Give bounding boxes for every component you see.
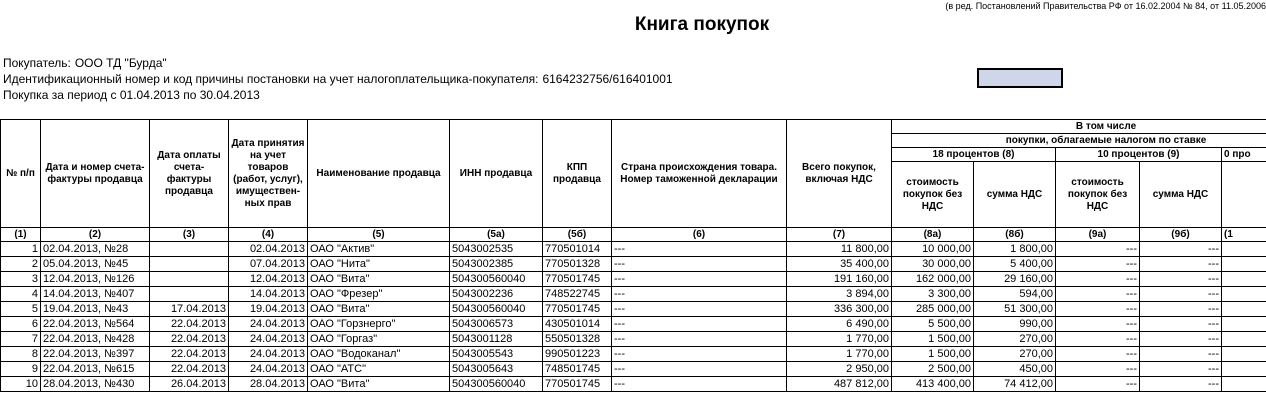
cell-inn[interactable]: 504300560040 bbox=[450, 302, 543, 317]
cell-pay-date[interactable]: 17.04.2013 bbox=[150, 302, 229, 317]
cell-vat-10[interactable]: --- bbox=[1140, 287, 1222, 302]
cell-seller[interactable]: ОАО "АТС" bbox=[308, 362, 450, 377]
selected-cell[interactable] bbox=[977, 68, 1063, 88]
table-row bbox=[1, 362, 1266, 377]
cell-invoice[interactable]: 22.04.2013, №615 bbox=[41, 362, 150, 377]
header-cost-10: стоимость покупок без НДС bbox=[1056, 162, 1140, 228]
cell-invoice[interactable]: 12.04.2013, №126 bbox=[41, 272, 150, 287]
cell-total[interactable]: 1 770,00 bbox=[787, 332, 892, 347]
header-pay-date: Дата оплаты счета-фактуры продавца bbox=[150, 120, 229, 228]
cell-inn[interactable]: 504300560040 bbox=[450, 272, 543, 287]
cell-kpp[interactable]: 770501745 bbox=[543, 302, 612, 317]
header-seller: Наименование продавца bbox=[308, 120, 450, 228]
cell-invoice[interactable]: 19.04.2013, №43 bbox=[41, 302, 150, 317]
header-accept-date: Дата принятия на учет товаров (работ, услуг), имуществен-ных прав bbox=[229, 120, 308, 228]
cell-num[interactable]: 8 bbox=[1, 347, 41, 362]
cell-kpp[interactable]: 430501014 bbox=[543, 317, 612, 332]
header-incl: В том числе bbox=[892, 120, 1266, 134]
cell-country[interactable]: --- bbox=[612, 302, 787, 317]
cell-cost-18[interactable]: 285 000,00 bbox=[892, 302, 974, 317]
header-cost-0 bbox=[1222, 162, 1266, 228]
regulation-note: (в ред. Постановлений Правительства РФ от 16.02.2004 № 84, от 11.05.2006 bbox=[945, 1, 1266, 11]
cell-pay-date[interactable] bbox=[150, 287, 229, 302]
cell-cost-10[interactable]: --- bbox=[1056, 272, 1140, 287]
header-cost-18: стоимость покупок без НДС bbox=[892, 162, 974, 228]
cell-accept-date[interactable]: 24.04.2013 bbox=[229, 362, 308, 377]
cell-invoice[interactable]: 02.04.2013, №28 bbox=[41, 242, 150, 257]
cell-invoice[interactable]: 22.04.2013, №397 bbox=[41, 347, 150, 362]
cell-inn[interactable]: 5043001128 bbox=[450, 332, 543, 347]
cell-num[interactable]: 6 bbox=[1, 317, 41, 332]
cell-cost-0[interactable] bbox=[1222, 317, 1266, 332]
cell-vat-10[interactable]: --- bbox=[1140, 317, 1222, 332]
cell-pay-date[interactable]: 22.04.2013 bbox=[150, 332, 229, 347]
cell-country[interactable]: --- bbox=[612, 272, 787, 287]
inn-value: 6164232756/616401001 bbox=[542, 72, 673, 86]
cell-invoice[interactable]: 28.04.2013, №430 bbox=[41, 377, 150, 392]
cell-num[interactable]: 9 bbox=[1, 362, 41, 377]
column-number: (1 bbox=[1222, 228, 1266, 242]
page-title: Книга покупок bbox=[634, 14, 770, 35]
cell-total[interactable]: 191 160,00 bbox=[787, 272, 892, 287]
column-number: (8б) bbox=[974, 228, 1056, 242]
cell-inn[interactable]: 5043002385 bbox=[450, 257, 543, 272]
cell-country[interactable]: --- bbox=[612, 332, 787, 347]
cell-cost-0[interactable] bbox=[1222, 377, 1266, 392]
column-number: (9б) bbox=[1140, 228, 1222, 242]
cell-invoice[interactable]: 05.04.2013, №45 bbox=[41, 257, 150, 272]
cell-cost-18[interactable]: 5 500,00 bbox=[892, 317, 974, 332]
cell-vat-18[interactable]: 5 400,00 bbox=[974, 257, 1056, 272]
cell-vat-10[interactable]: --- bbox=[1140, 347, 1222, 362]
header-vat-10: сумма НДС bbox=[1140, 162, 1222, 228]
cell-vat-10[interactable]: --- bbox=[1140, 272, 1222, 287]
cell-num[interactable]: 2 bbox=[1, 257, 41, 272]
cell-seller[interactable]: ОАО "Горзнерго" bbox=[308, 317, 450, 332]
cell-num[interactable]: 3 bbox=[1, 272, 41, 287]
cell-kpp[interactable]: 770501328 bbox=[543, 257, 612, 272]
cell-inn[interactable]: 5043005643 bbox=[450, 362, 543, 377]
column-number: (7) bbox=[787, 228, 892, 242]
cell-accept-date[interactable]: 24.04.2013 bbox=[229, 317, 308, 332]
cell-cost-10[interactable]: --- bbox=[1056, 302, 1140, 317]
cell-vat-10[interactable]: --- bbox=[1140, 362, 1222, 377]
cell-invoice[interactable]: 22.04.2013, №428 bbox=[41, 332, 150, 347]
cell-num[interactable]: 1 bbox=[1, 242, 41, 257]
header-0: 0 про bbox=[1222, 148, 1266, 162]
cell-kpp[interactable]: 748522745 bbox=[543, 287, 612, 302]
header-country: Страна происхождения товара. Номер таможенной декларации bbox=[612, 120, 787, 228]
period-line: Покупка за период с 01.04.2013 по 30.04.2013 bbox=[3, 88, 260, 102]
cell-cost-18[interactable]: 162 000,00 bbox=[892, 272, 974, 287]
cell-vat-10[interactable]: --- bbox=[1140, 377, 1222, 392]
cell-country[interactable]: --- bbox=[612, 347, 787, 362]
table-row bbox=[1, 287, 1266, 302]
cell-cost-10[interactable]: --- bbox=[1056, 332, 1140, 347]
cell-country[interactable]: --- bbox=[612, 362, 787, 377]
cell-country[interactable]: --- bbox=[612, 242, 787, 257]
cell-pay-date[interactable]: 26.04.2013 bbox=[150, 377, 229, 392]
column-number: (5б) bbox=[543, 228, 612, 242]
cell-seller[interactable]: ОАО "Вита" bbox=[308, 302, 450, 317]
cell-cost-0[interactable] bbox=[1222, 287, 1266, 302]
header-vat-18: сумма НДС bbox=[974, 162, 1056, 228]
cell-vat-18[interactable]: 450,00 bbox=[974, 362, 1056, 377]
cell-total[interactable]: 487 812,00 bbox=[787, 377, 892, 392]
cell-seller[interactable]: ОАО "Водоканал" bbox=[308, 347, 450, 362]
cell-accept-date[interactable]: 28.04.2013 bbox=[229, 377, 308, 392]
cell-pay-date[interactable]: 22.04.2013 bbox=[150, 362, 229, 377]
column-number: (3) bbox=[150, 228, 229, 242]
cell-num[interactable]: 4 bbox=[1, 287, 41, 302]
cell-vat-10[interactable]: --- bbox=[1140, 257, 1222, 272]
cell-vat-18[interactable]: 1 800,00 bbox=[974, 242, 1056, 257]
cell-total[interactable]: 6 490,00 bbox=[787, 317, 892, 332]
cell-cost-18[interactable]: 30 000,00 bbox=[892, 257, 974, 272]
cell-cost-0[interactable] bbox=[1222, 332, 1266, 347]
cell-cost-18[interactable]: 2 500,00 bbox=[892, 362, 974, 377]
column-number: (4) bbox=[229, 228, 308, 242]
cell-inn[interactable]: 5043005543 bbox=[450, 347, 543, 362]
header-inn: ИНН продавца bbox=[450, 120, 543, 228]
table-row bbox=[1, 317, 1266, 332]
column-number: (5а) bbox=[450, 228, 543, 242]
cell-cost-0[interactable] bbox=[1222, 302, 1266, 317]
cell-vat-10[interactable]: --- bbox=[1140, 332, 1222, 347]
cell-total[interactable]: 1 770,00 bbox=[787, 347, 892, 362]
cell-cost-0[interactable] bbox=[1222, 347, 1266, 362]
cell-num[interactable]: 7 bbox=[1, 332, 41, 347]
buyer-label: Покупатель: bbox=[3, 56, 71, 70]
cell-vat-18[interactable]: 990,00 bbox=[974, 317, 1056, 332]
cell-pay-date[interactable] bbox=[150, 257, 229, 272]
cell-accept-date[interactable]: 19.04.2013 bbox=[229, 302, 308, 317]
cell-pay-date[interactable] bbox=[150, 242, 229, 257]
column-number: (2) bbox=[41, 228, 150, 242]
cell-country[interactable]: --- bbox=[612, 317, 787, 332]
cell-kpp[interactable]: 770501745 bbox=[543, 377, 612, 392]
cell-seller[interactable]: ОАО "Вита" bbox=[308, 272, 450, 287]
cell-inn[interactable]: 5043002236 bbox=[450, 287, 543, 302]
cell-cost-0[interactable] bbox=[1222, 362, 1266, 377]
header-10: 10 процентов (9) bbox=[1056, 148, 1222, 162]
cell-cost-0[interactable] bbox=[1222, 242, 1266, 257]
header-total: Всего покупок, включая НДС bbox=[787, 120, 892, 228]
table-row bbox=[1, 347, 1266, 362]
table-row bbox=[1, 242, 1266, 257]
cell-cost-10[interactable]: --- bbox=[1056, 287, 1140, 302]
cell-country[interactable]: --- bbox=[612, 287, 787, 302]
cell-vat-10[interactable]: --- bbox=[1140, 242, 1222, 257]
cell-country[interactable]: --- bbox=[612, 377, 787, 392]
cell-cost-10[interactable]: --- bbox=[1056, 242, 1140, 257]
table-row bbox=[1, 272, 1266, 287]
column-number: (8а) bbox=[892, 228, 974, 242]
cell-inn[interactable]: 5043002535 bbox=[450, 242, 543, 257]
cell-cost-10[interactable]: --- bbox=[1056, 377, 1140, 392]
cell-vat-18[interactable]: 74 412,00 bbox=[974, 377, 1056, 392]
cell-seller[interactable]: ОАО "Фрезер" bbox=[308, 287, 450, 302]
buyer-value: ООО ТД "Бурда" bbox=[74, 56, 167, 70]
cell-accept-date[interactable]: 24.04.2013 bbox=[229, 332, 308, 347]
cell-seller[interactable]: ОАО "Нита" bbox=[308, 257, 450, 272]
cell-vat-18[interactable]: 270,00 bbox=[974, 347, 1056, 362]
table-row bbox=[1, 302, 1266, 317]
cell-accept-date[interactable]: 07.04.2013 bbox=[229, 257, 308, 272]
buyer-line bbox=[3, 56, 167, 70]
cell-cost-10[interactable]: --- bbox=[1056, 347, 1140, 362]
cell-cost-10[interactable]: --- bbox=[1056, 362, 1140, 377]
cell-pay-date[interactable] bbox=[150, 272, 229, 287]
cell-total[interactable]: 3 894,00 bbox=[787, 287, 892, 302]
cell-total[interactable]: 35 400,00 bbox=[787, 257, 892, 272]
cell-invoice[interactable]: 14.04.2013, №407 bbox=[41, 287, 150, 302]
cell-kpp[interactable]: 770501014 bbox=[543, 242, 612, 257]
cell-pay-date[interactable]: 22.04.2013 bbox=[150, 347, 229, 362]
header-taxed: покупки, облагаемые налогом по ставке bbox=[892, 134, 1266, 148]
cell-pay-date[interactable]: 22.04.2013 bbox=[150, 317, 229, 332]
cell-cost-18[interactable]: 10 000,00 bbox=[892, 242, 974, 257]
cell-vat-18[interactable]: 29 160,00 bbox=[974, 272, 1056, 287]
cell-seller[interactable]: ОАО "Актив" bbox=[308, 242, 450, 257]
cell-cost-18[interactable]: 3 300,00 bbox=[892, 287, 974, 302]
cell-inn[interactable]: 5043006573 bbox=[450, 317, 543, 332]
cell-cost-10[interactable]: --- bbox=[1056, 317, 1140, 332]
cell-kpp[interactable]: 990501223 bbox=[543, 347, 612, 362]
cell-vat-10[interactable]: --- bbox=[1140, 302, 1222, 317]
header-18: 18 процентов (8) bbox=[892, 148, 1056, 162]
table-row bbox=[1, 257, 1266, 272]
cell-vat-18[interactable]: 270,00 bbox=[974, 332, 1056, 347]
table-row bbox=[1, 332, 1266, 347]
header-kpp: КПП продавца bbox=[543, 120, 612, 228]
cell-inn[interactable]: 504300560040 bbox=[450, 377, 543, 392]
cell-invoice[interactable]: 22.04.2013, №564 bbox=[41, 317, 150, 332]
cell-kpp[interactable]: 748501745 bbox=[543, 362, 612, 377]
column-number: (5) bbox=[308, 228, 450, 242]
inn-label: Идентификационный номер и код причины постановки на учет налогоплательщика-покупателя: bbox=[3, 72, 539, 86]
cell-total[interactable]: 11 800,00 bbox=[787, 242, 892, 257]
cell-accept-date[interactable]: 14.04.2013 bbox=[229, 287, 308, 302]
table-row bbox=[1, 377, 1266, 392]
cell-country[interactable]: --- bbox=[612, 257, 787, 272]
cell-total[interactable]: 2 950,00 bbox=[787, 362, 892, 377]
cell-vat-18[interactable]: 594,00 bbox=[974, 287, 1056, 302]
cell-seller[interactable]: ОАО "Вита" bbox=[308, 377, 450, 392]
column-number: (9а) bbox=[1056, 228, 1140, 242]
column-number: (1) bbox=[1, 228, 41, 242]
cell-cost-0[interactable] bbox=[1222, 257, 1266, 272]
header-invoice: Дата и номер счета-фактуры продавца bbox=[41, 120, 150, 228]
purchase-book-table bbox=[0, 119, 1266, 392]
cell-accept-date[interactable]: 24.04.2013 bbox=[229, 347, 308, 362]
cell-seller[interactable]: ОАО "Горгаз" bbox=[308, 332, 450, 347]
cell-cost-18[interactable]: 1 500,00 bbox=[892, 347, 974, 362]
cell-cost-0[interactable] bbox=[1222, 272, 1266, 287]
cell-num[interactable]: 5 bbox=[1, 302, 41, 317]
cell-accept-date[interactable]: 02.04.2013 bbox=[229, 242, 308, 257]
cell-total[interactable]: 336 300,00 bbox=[787, 302, 892, 317]
cell-kpp[interactable]: 550501328 bbox=[543, 332, 612, 347]
cell-kpp[interactable]: 770501745 bbox=[543, 272, 612, 287]
cell-num[interactable]: 10 bbox=[1, 377, 41, 392]
header-num: № п/п bbox=[1, 120, 41, 228]
cell-accept-date[interactable]: 12.04.2013 bbox=[229, 272, 308, 287]
cell-cost-18[interactable]: 1 500,00 bbox=[892, 332, 974, 347]
cell-cost-18[interactable]: 413 400,00 bbox=[892, 377, 974, 392]
inn-line bbox=[3, 72, 673, 86]
column-number: (6) bbox=[612, 228, 787, 242]
cell-cost-10[interactable]: --- bbox=[1056, 257, 1140, 272]
cell-vat-18[interactable]: 51 300,00 bbox=[974, 302, 1056, 317]
